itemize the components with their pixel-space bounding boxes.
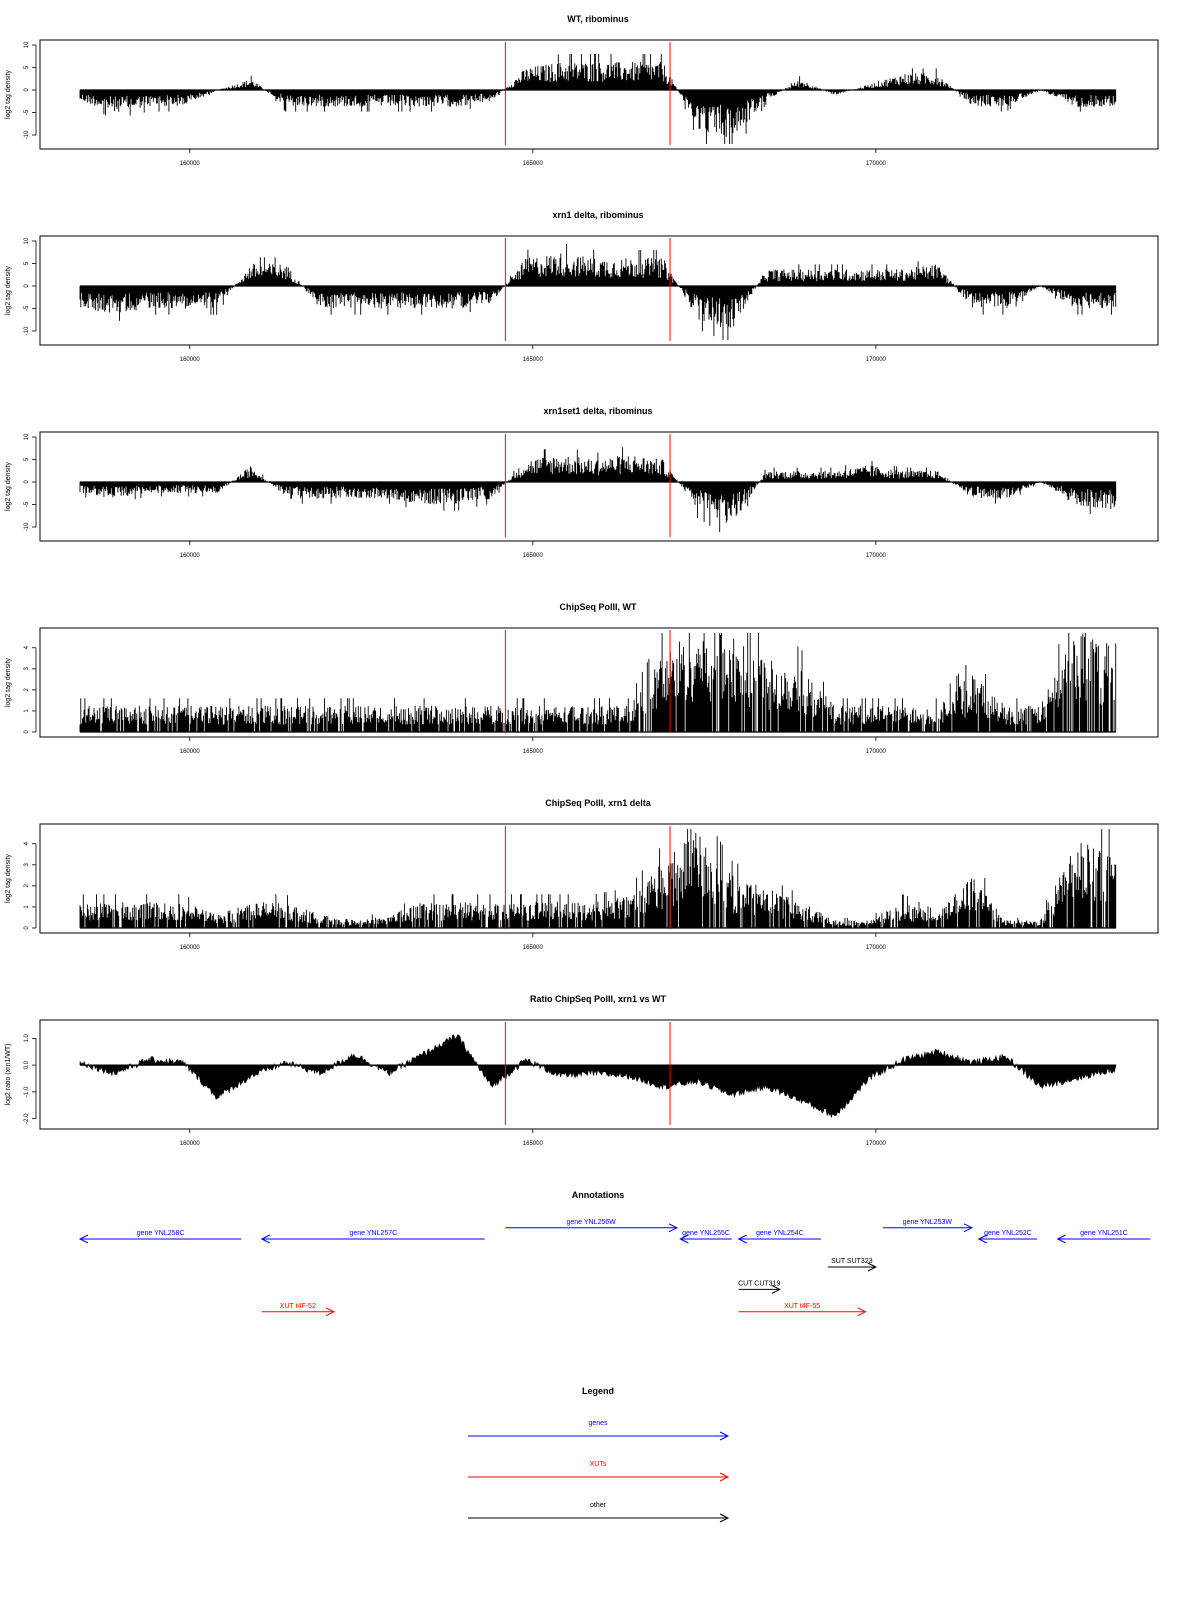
y-tick-label: -5 xyxy=(24,305,30,312)
x-tick-label: 170000 xyxy=(865,553,886,559)
legend-label: XUTs xyxy=(589,1461,607,1468)
y-tick-label: 2 xyxy=(24,688,30,692)
x-tick-label: 160000 xyxy=(179,357,200,363)
feature-label: gene YNL257C xyxy=(349,1230,398,1237)
track-panel-5 xyxy=(5,798,1158,951)
signal-track xyxy=(80,1035,1116,1118)
feature-label: gene YNL255C xyxy=(682,1230,730,1237)
y-axis-label: log2 tag density xyxy=(5,69,12,120)
y-tick-label: 0 xyxy=(24,284,30,288)
x-tick-label: 165000 xyxy=(522,357,543,363)
feature-label: gene YNL254C xyxy=(755,1230,804,1237)
y-axis-label: log2 tag density xyxy=(5,265,12,316)
x-tick-label: 170000 xyxy=(865,749,886,755)
y-tick-label: 1 xyxy=(24,709,30,713)
legend-label: other xyxy=(590,1502,606,1509)
y-tick-label: -10 xyxy=(24,326,30,336)
y-tick-label: 1 xyxy=(24,905,30,909)
annotations-track xyxy=(80,1190,1150,1316)
y-tick-label: 5 xyxy=(24,457,30,462)
y-tick-label: -10 xyxy=(24,130,30,140)
track-panel-6 xyxy=(5,994,1158,1147)
density-bars xyxy=(80,447,1116,532)
feature-label: gene YNL251C xyxy=(1080,1230,1128,1237)
panel-title: WT, ribominus xyxy=(567,14,629,24)
panel-title: ChipSeq PolII, xrn1 delta xyxy=(545,798,651,808)
feature-label: XUT t4F-55 xyxy=(784,1302,821,1310)
y-tick-label: 0 xyxy=(24,480,30,484)
y-tick-label: -1.0 xyxy=(24,1086,30,1098)
y-tick-label: -5 xyxy=(24,501,30,508)
signal-track xyxy=(80,54,1116,144)
y-tick-label: 3 xyxy=(24,863,30,867)
feature-label: gene YNL252C xyxy=(984,1230,1032,1237)
y-tick-label: 0.0 xyxy=(24,1060,30,1070)
y-axis-label: log2 tag density xyxy=(5,853,12,904)
y-tick-label: 2 xyxy=(24,884,30,888)
feature-label: gene YNL256W xyxy=(566,1218,616,1226)
density-bars xyxy=(80,829,1116,928)
y-tick-label: -2.0 xyxy=(24,1113,30,1124)
track-panel-4 xyxy=(5,602,1158,755)
panel-title: xrn1set1 delta, ribominus xyxy=(543,406,653,416)
x-tick-label: 160000 xyxy=(179,1141,200,1147)
x-tick-label: 170000 xyxy=(865,1141,886,1147)
feature-label: gene YNL258C xyxy=(136,1230,185,1237)
y-tick-label: 10 xyxy=(24,237,30,245)
y-tick-label: 4 xyxy=(24,646,30,650)
y-tick-label: 5 xyxy=(24,65,30,70)
x-tick-label: 160000 xyxy=(179,945,200,951)
signal-track xyxy=(80,244,1116,340)
y-tick-label: -10 xyxy=(24,522,30,532)
x-tick-label: 165000 xyxy=(522,161,543,167)
track-panel-1 xyxy=(5,14,1158,167)
legend-label: genes xyxy=(588,1420,608,1427)
x-tick-label: 160000 xyxy=(179,161,200,167)
y-tick-label: 1.0 xyxy=(24,1034,30,1043)
y-axis-label: log2 tag density xyxy=(5,657,12,708)
y-tick-label: -5 xyxy=(24,109,30,116)
y-tick-label: 0 xyxy=(24,926,30,930)
y-axis-label: log2 ratio (xrn1/WT) xyxy=(5,1043,12,1106)
feature-label: gene YNL253W xyxy=(902,1218,952,1226)
track-panel-3 xyxy=(5,406,1158,559)
x-tick-label: 160000 xyxy=(179,749,200,755)
density-bars xyxy=(80,633,1116,732)
y-tick-label: 10 xyxy=(24,41,30,49)
density-bars xyxy=(80,244,1116,340)
x-tick-label: 165000 xyxy=(522,749,543,755)
feature-label: XUT t4F-52 xyxy=(279,1302,316,1310)
x-tick-label: 170000 xyxy=(865,161,886,167)
panel-title: xrn1 delta, ribominus xyxy=(552,210,644,220)
panel-title: Ratio ChipSeq PolII, xrn1 vs WT xyxy=(529,994,667,1004)
y-tick-label: 0 xyxy=(24,730,30,734)
y-axis-label: log2 tag density xyxy=(5,461,12,512)
legend-title: Legend xyxy=(581,1386,615,1396)
legend xyxy=(468,1386,728,1522)
signal-track xyxy=(80,447,1116,532)
y-tick-label: 10 xyxy=(24,433,30,441)
x-tick-label: 170000 xyxy=(865,945,886,951)
y-tick-label: 3 xyxy=(24,667,30,671)
density-bars xyxy=(80,54,1116,144)
x-tick-label: 165000 xyxy=(522,553,543,559)
feature-label: CUT CUT319 xyxy=(738,1280,781,1288)
x-tick-label: 160000 xyxy=(179,553,200,559)
x-tick-label: 165000 xyxy=(522,945,543,951)
signal-track xyxy=(80,829,1116,928)
track-panel-2 xyxy=(5,210,1158,363)
signal-track xyxy=(80,633,1116,732)
y-tick-label: 4 xyxy=(24,842,30,846)
x-tick-label: 170000 xyxy=(865,357,886,363)
ratio-area xyxy=(80,1035,1116,1118)
annotations-title: Annotations xyxy=(571,1190,625,1200)
feature-label: SUT SUT323 xyxy=(831,1258,873,1265)
x-tick-label: 165000 xyxy=(522,1141,543,1147)
panel-title: ChipSeq PolII, WT xyxy=(559,602,637,612)
y-tick-label: 5 xyxy=(24,261,30,266)
y-tick-label: 0 xyxy=(24,88,30,92)
